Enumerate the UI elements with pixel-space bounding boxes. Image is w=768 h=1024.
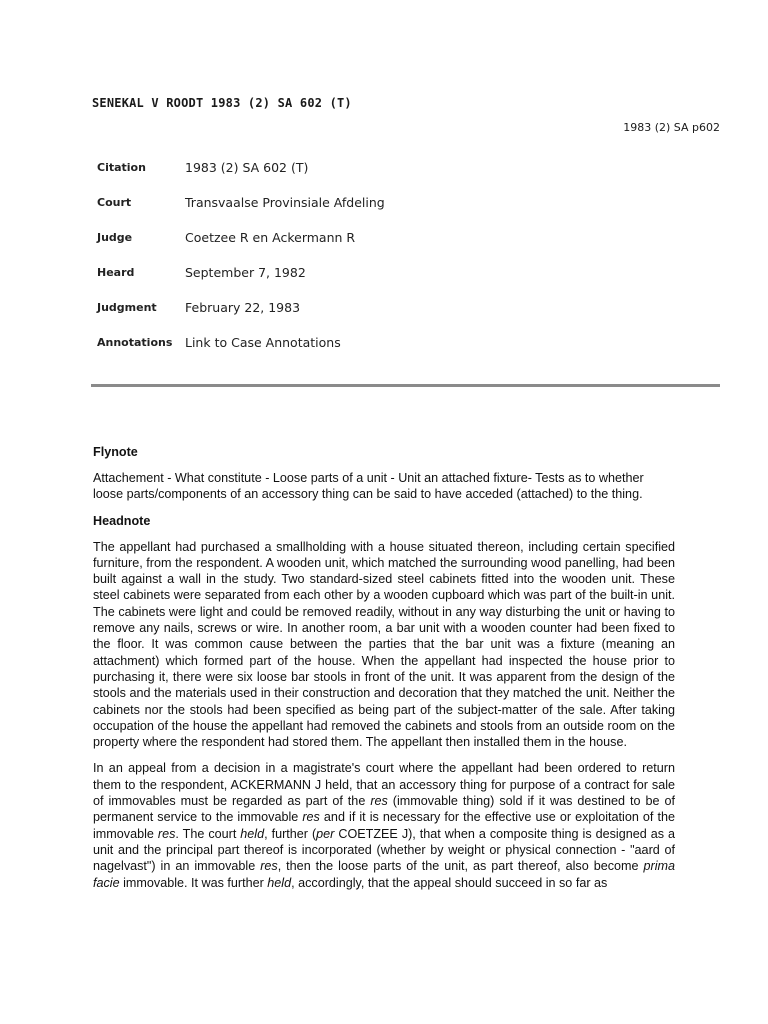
italic-term: held xyxy=(240,826,265,841)
meta-row-judge xyxy=(97,220,385,255)
meta-row-citation xyxy=(97,150,385,185)
italic-term: prima facie xyxy=(93,859,675,890)
meta-label: Annotations xyxy=(97,336,173,349)
meta-label: Court xyxy=(97,196,132,209)
italic-term: res xyxy=(157,826,176,841)
case-reference: 1983 (2) SA p602 xyxy=(623,121,720,134)
meta-value: 1983 (2) SA 602 (T) xyxy=(185,160,309,175)
text-run: , accordingly, that the appeal should succeed in so far as xyxy=(291,875,608,890)
italic-term: per xyxy=(316,826,335,841)
meta-label: Citation xyxy=(97,161,146,174)
text-run: In an appeal from a decision in a magistrate's court where the appellant had been ordered to return them to the respondent, ACKERMANN J held, that an accessory thing for purpose of a contract for sale of immovables must be regarded as part of the xyxy=(93,761,675,809)
meta-row-heard xyxy=(97,255,385,290)
text-run: , further ( xyxy=(264,826,317,841)
headnote-heading: Headnote xyxy=(93,513,151,528)
case-body xyxy=(93,444,675,901)
text-run: . The court xyxy=(175,826,241,841)
meta-label: Heard xyxy=(97,266,135,279)
meta-row-judgment xyxy=(97,290,385,325)
meta-label: Judge xyxy=(97,231,133,244)
headnote-paragraph: The appellant had purchased a smallholding with a house situated thereon, including certain specified furniture, from the respondent. A wooden unit, which matched the surrounding wood panelling, had been built against a wall in the study. Two standard-sized steel cabinets fitted into the wooden unit. These steel cabinets were separated from each other by a wooden cupboard which was part of the built-in unit. The cabinets were light and could be removed readily, without in any way disturbing the unit or having to remove any nails, screws or wire. In another room, a bar unit with a wooden counter had been fixed to the floor. It was common cause between the parties that the bar unit was a fixture (meaning an attachment) which formed part of the house. When the appellant had inspected the house prior to purchasing it, there were six loose bar stools in front of the unit. It was apparent from the design of the stools and the materials used in their construction and decoration that they matched the unit. Neither the cabinets nor the stools had been specified as being part of the subject-matter of the sale. After taking occupation of the house the appellant had removed the cabinets and stools from an outside room on the property where the respondent had stored them. The appellant then installed them in the house. xyxy=(93,539,675,750)
case-metadata-table xyxy=(97,150,385,360)
meta-value: February 22, 1983 xyxy=(185,300,301,315)
meta-value: Transvaalse Provinsiale Afdeling xyxy=(185,195,385,210)
meta-row-annotations xyxy=(97,325,385,360)
text-run: , then the loose parts of the unit, as part thereof, also become xyxy=(277,859,644,874)
italic-term: res xyxy=(302,810,320,825)
italic-term: held xyxy=(267,875,292,890)
horizontal-divider xyxy=(91,384,720,387)
meta-label: Judgment xyxy=(97,301,157,314)
italic-term: res xyxy=(370,794,388,809)
meta-value: September 7, 1982 xyxy=(185,265,306,280)
annotations-link[interactable]: Link to Case Annotations xyxy=(185,335,341,350)
text-run: immovable. It was further xyxy=(119,875,268,890)
case-title: SENEKAL V ROODT 1983 (2) SA 602 (T) xyxy=(92,96,352,110)
meta-value: Coetzee R en Ackermann R xyxy=(185,230,356,245)
flynote-heading: Flynote xyxy=(93,445,138,459)
text-run: (immovable thing) sold if it was destined to be of permanent service to the immovable xyxy=(93,794,676,825)
text-run: and if it is necessary for the effective use or exploitation of the immovable xyxy=(93,810,675,841)
meta-row-court xyxy=(97,185,385,220)
italic-term: res xyxy=(260,859,278,874)
flynote-text: Attachement - What constitute - Loose parts of a unit - Unit an attached fixture- Tests as to whether loose parts/components of an accessory thing can be said to have acceded (attached) to the thing. xyxy=(93,471,644,502)
text-run: COETZEE J), that when a composite thing is designed as a unit and the principal part thereof is incorporated (whether by weight or physical connection - "aard of nagelvast") in an immovable xyxy=(93,826,675,874)
headnote-paragraph xyxy=(93,760,675,890)
